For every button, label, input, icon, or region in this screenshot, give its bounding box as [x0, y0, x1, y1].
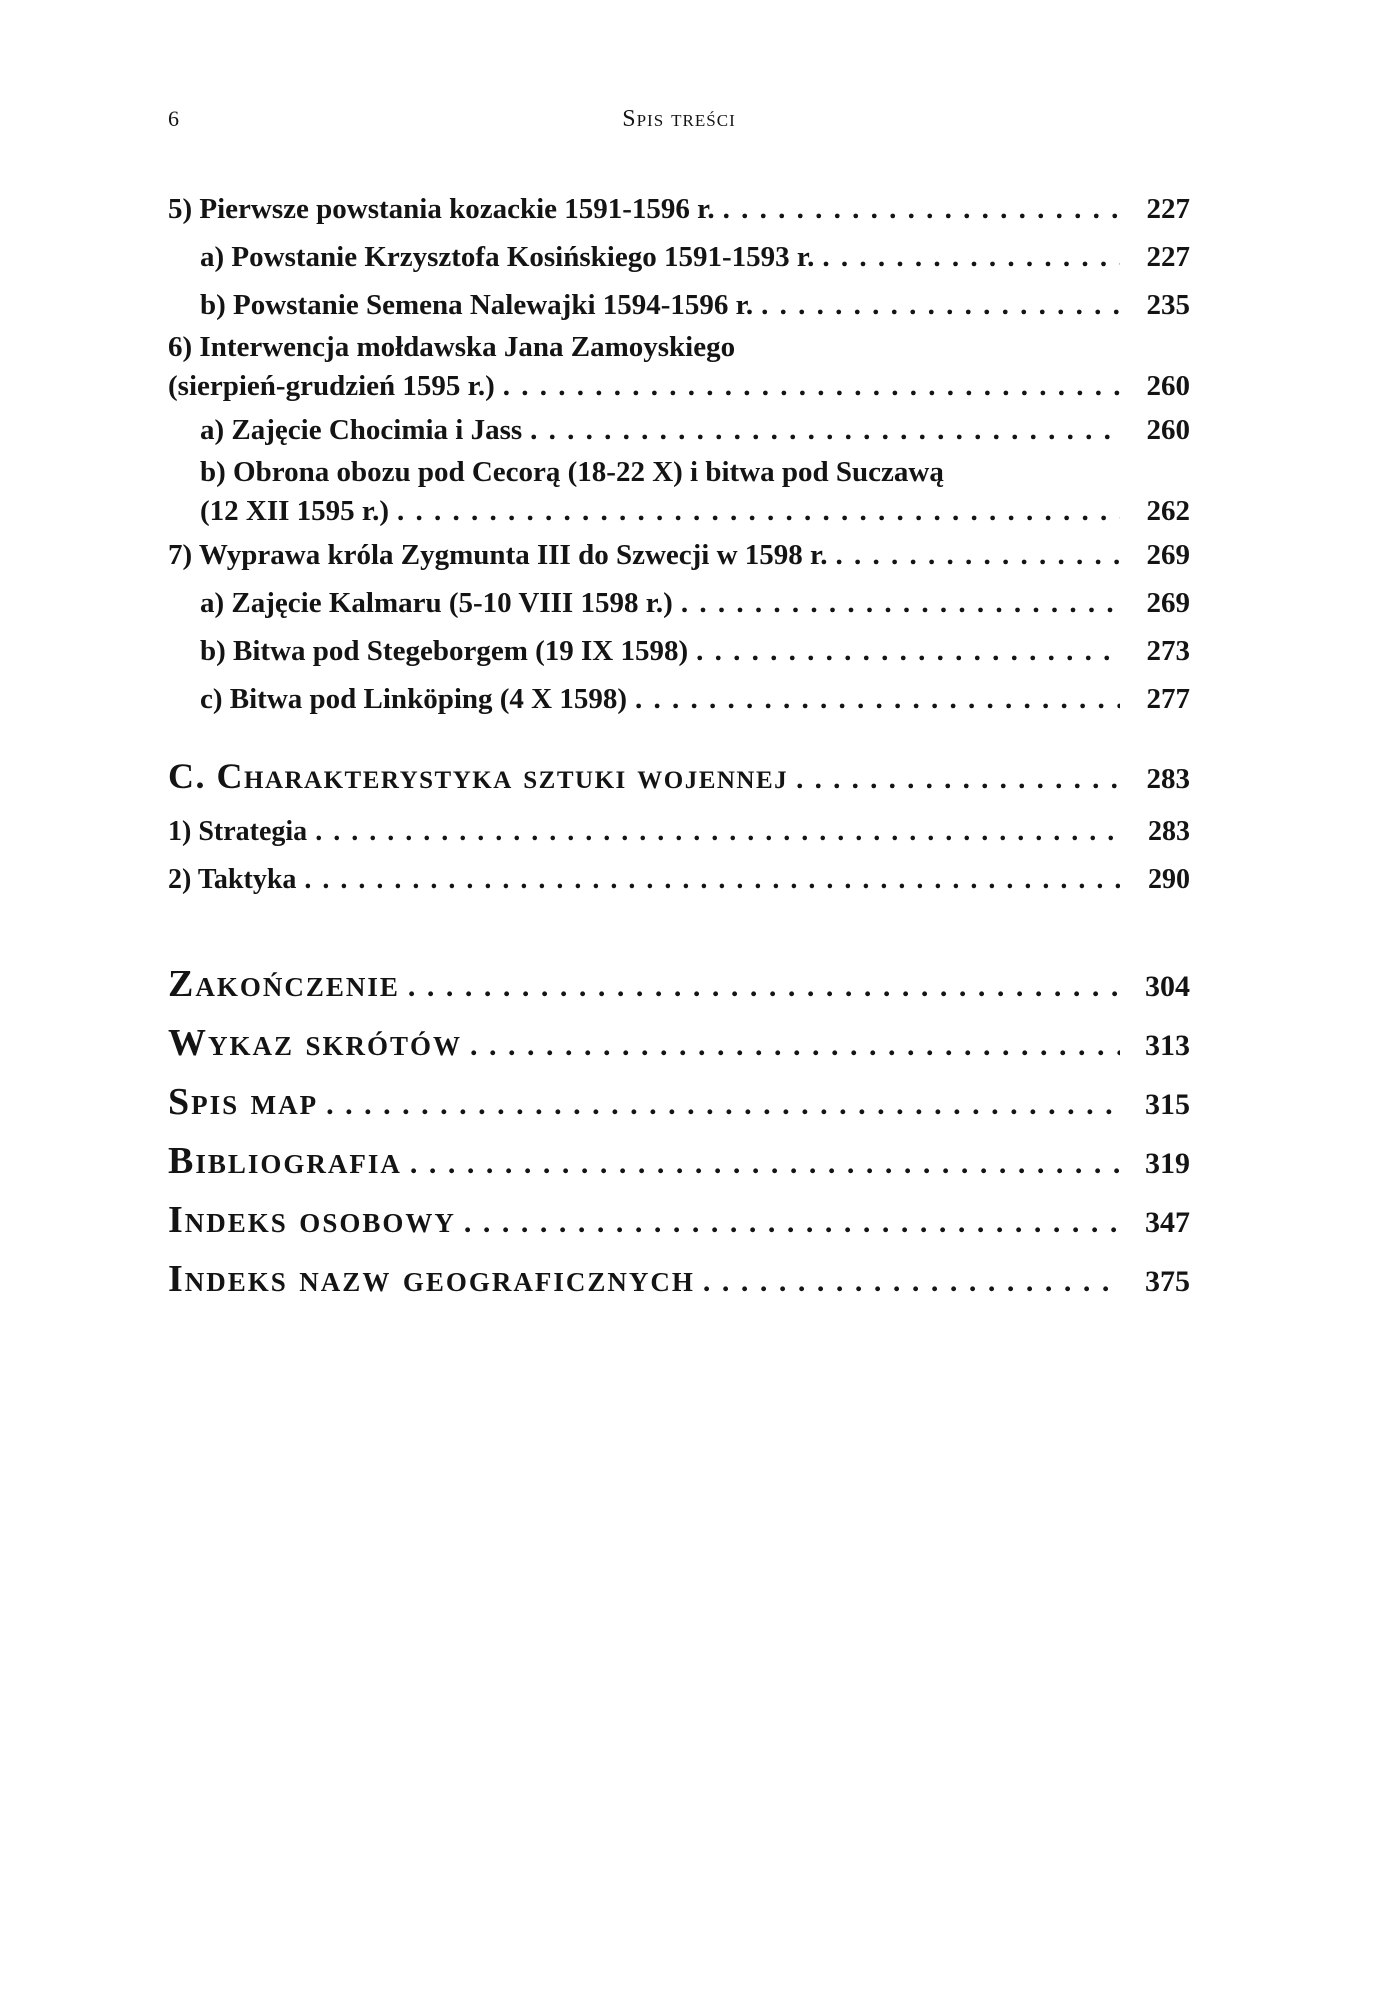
dot-leader	[304, 856, 1120, 904]
dot-leader	[796, 750, 1120, 808]
toc-major-entry	[168, 1015, 1190, 1074]
toc-entry-title: Bibliografia	[168, 1140, 402, 1182]
toc-entry-page: 375	[1145, 1265, 1190, 1298]
toc-entry-title-line1: 6) Interwencja mołdawska Jana Zamoyskiego	[168, 331, 736, 363]
dot-leader	[681, 579, 1120, 627]
toc-section-heading	[168, 747, 1190, 808]
toc-entry-page: 290	[1148, 864, 1190, 895]
toc-entry-page: 260	[1146, 370, 1190, 402]
toc-entry	[168, 329, 1190, 406]
dot-leader	[635, 675, 1120, 723]
toc-entry-title: 1) Strategia	[168, 816, 308, 847]
toc-major-entry	[168, 1133, 1190, 1192]
toc-entry-title: C. Charakterystyka sztuki wojennej	[168, 756, 789, 796]
toc-entry-title: 5) Pierwsze powstania kozackie 1591-1596 r.	[168, 193, 715, 225]
dot-leader	[696, 627, 1120, 675]
toc-entry-title: Zakończenie	[168, 963, 400, 1005]
toc-major-entry	[168, 1251, 1190, 1310]
dot-leader	[761, 281, 1120, 329]
toc-entry-page: 283	[1148, 816, 1190, 847]
toc-entry-title: c) Bitwa pod Linköping (4 X 1598)	[200, 683, 628, 715]
toc-entry-page: 273	[1146, 635, 1190, 667]
toc-entry-title: (12 XII 1595 r.)	[200, 495, 390, 527]
toc-entry-page: 319	[1145, 1147, 1190, 1180]
toc-entry-title: a) Zajęcie Kalmaru (5-10 VIII 1598 r.)	[200, 587, 673, 619]
toc-entry	[168, 808, 1190, 856]
toc-major-entry	[168, 1074, 1190, 1133]
toc-entry	[168, 233, 1190, 281]
toc-entry-page: 304	[1145, 970, 1190, 1003]
dot-leader	[503, 366, 1120, 406]
dot-leader	[470, 1017, 1120, 1074]
toc-entry	[168, 281, 1190, 329]
toc-entry	[168, 675, 1190, 723]
toc-entry-title: Spis map	[168, 1081, 319, 1123]
toc-entry-title: a) Zajęcie Chocimia i Jass	[200, 414, 523, 446]
toc-entry-title: Wykaz skrótów	[168, 1022, 463, 1064]
toc-entry-title: b) Powstanie Semena Nalewajki 1594-1596 r.	[200, 289, 754, 321]
toc-entry	[168, 454, 1190, 531]
toc-entry	[168, 579, 1190, 627]
toc-entry-page: 227	[1146, 241, 1190, 273]
toc-entry	[168, 406, 1190, 454]
dot-leader	[822, 233, 1120, 281]
toc-entry-page: 283	[1146, 763, 1190, 795]
dot-leader	[530, 406, 1120, 454]
toc-entry	[168, 856, 1190, 904]
dot-leader	[410, 1135, 1120, 1192]
running-head-title: Spis treści	[622, 106, 736, 132]
toc-entry-title: (sierpień-grudzień 1595 r.)	[168, 370, 495, 402]
toc-entry-page: 235	[1146, 289, 1190, 321]
toc-entry-title: Indeks nazw geograficznych	[168, 1258, 695, 1300]
toc-entry-page: 347	[1145, 1206, 1190, 1239]
page-number: 6	[168, 106, 179, 131]
toc-entry-page: 227	[1146, 193, 1190, 225]
dot-leader	[315, 808, 1120, 856]
toc-major-entry	[168, 1192, 1190, 1251]
dot-leader	[836, 531, 1120, 579]
toc-entry-page: 262	[1146, 495, 1190, 527]
toc-entry-title: b) Bitwa pod Stegeborgem (19 IX 1598)	[200, 635, 689, 667]
dot-leader	[326, 1076, 1120, 1133]
toc-entry-page: 269	[1146, 587, 1190, 619]
toc-entry-page: 269	[1146, 539, 1190, 571]
toc-entry	[168, 185, 1190, 233]
toc-entry-title: 2) Taktyka	[168, 864, 297, 895]
dot-leader	[408, 958, 1120, 1015]
running-head	[168, 102, 1190, 136]
dot-leader	[464, 1194, 1120, 1251]
toc-entry	[168, 627, 1190, 675]
toc-entry-title: a) Powstanie Krzysztofa Kosińskiego 1591-1593 r.	[200, 241, 815, 273]
toc-entry-page: 315	[1145, 1088, 1190, 1121]
table-of-contents	[168, 185, 1190, 1310]
toc-entry-page: 260	[1146, 414, 1190, 446]
toc-entry-page: 277	[1146, 683, 1190, 715]
dot-leader	[723, 185, 1120, 233]
toc-entry-title-line1: b) Obrona obozu pod Cecorą (18-22 X) i bitwa pod Suczawą	[200, 456, 944, 488]
toc-entry	[168, 531, 1190, 579]
dot-leader	[703, 1253, 1120, 1310]
toc-major-entry	[168, 956, 1190, 1015]
toc-entry-title: Indeks osobowy	[168, 1199, 456, 1241]
toc-entry-title: 7) Wyprawa króla Zygmunta III do Szwecji w 1598 r.	[168, 539, 828, 571]
dot-leader	[397, 491, 1120, 531]
toc-entry-page: 313	[1145, 1029, 1190, 1062]
